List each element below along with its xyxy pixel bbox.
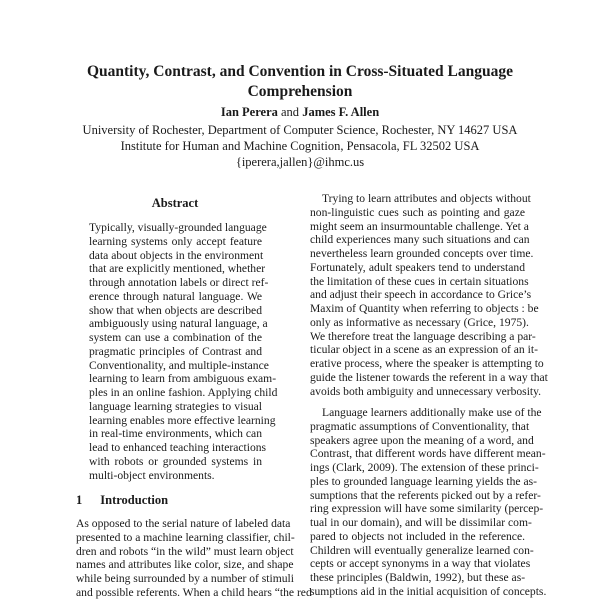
author: Ian Perera bbox=[220, 105, 278, 119]
text-line: show that when objects are described bbox=[89, 303, 262, 317]
affiliation: University of Rochester, Department of Computer Science, Rochester, NY 14627 USA bbox=[82, 123, 518, 137]
text-line: only as informative as necessary (Grice, 1975). bbox=[310, 315, 529, 329]
text-line: lead to enhanced teaching interactions bbox=[89, 441, 267, 454]
text-line: multi-object environments. bbox=[89, 468, 215, 482]
text-line: Contrast, that different words have different mean- bbox=[310, 447, 546, 461]
text-line: As opposed to the serial nature of labeled data bbox=[76, 517, 291, 530]
abstract-heading: Abstract bbox=[151, 196, 199, 210]
affiliation: Institute for Human and Machine Cognition, Pensacola, FL 32502 USA bbox=[120, 139, 480, 153]
text-line: erence through natural language. We bbox=[89, 289, 262, 303]
text-line: in real-time environments, which can bbox=[89, 427, 262, 441]
authors bbox=[0, 105, 600, 120]
text-line: Maxim of Quantity when referring to objects : be bbox=[310, 302, 539, 315]
author-conjunction: and bbox=[281, 105, 300, 119]
section-title: Introduction bbox=[100, 493, 169, 507]
intro-body bbox=[76, 517, 312, 600]
text-line: Fortunately, adult speakers tend to understand bbox=[310, 260, 525, 274]
text-line: while being surrounded by a number of stimuli bbox=[76, 572, 294, 585]
text-line: child experiences many such situations and can bbox=[310, 233, 530, 247]
text-line: dren and robots “in the wild” must learn object bbox=[76, 544, 294, 558]
text-line: ings (Clark, 2009). The extension of these princi- bbox=[310, 461, 539, 474]
author-emails: {iperera,jallen}@ihmc.us bbox=[235, 155, 365, 169]
text-line: and adjust their speech in accordance to Grice’s bbox=[310, 288, 532, 302]
text-line: and possible referents. When a child hears “the red bbox=[76, 585, 312, 599]
text-line: sumptions aid in the initial acquisition of concepts. bbox=[310, 584, 547, 598]
text-line: Children will eventually generalize learned con- bbox=[310, 543, 534, 557]
text-line: pragmatic principles of Contrast and bbox=[89, 344, 262, 358]
text-line: pared to objects not included in the reference. bbox=[310, 529, 525, 543]
text-line: Trying to learn attributes and objects without bbox=[322, 192, 531, 205]
text-line: ples to grounded language learning yields the as- bbox=[310, 474, 537, 488]
text-line: Typically, visually-grounded language bbox=[89, 221, 267, 234]
title-line: Quantity, Contrast, and Convention in Cross-Situated Language bbox=[86, 63, 514, 80]
text-line: non-linguistic cues such as pointing and gaze bbox=[310, 205, 525, 219]
text-line: erative process, where the speaker is attempting to bbox=[310, 357, 544, 370]
text-line: names and attributes like color, size, and shape bbox=[76, 558, 294, 572]
paper-title bbox=[0, 62, 600, 102]
text-line: ticular object in a scene as an expression of an it- bbox=[310, 343, 538, 357]
text-line: with robots or grounded systems in bbox=[89, 454, 262, 468]
text-line: speakers agree upon the meaning of a word, and bbox=[310, 433, 534, 447]
text-line: ring expression will have some similarity (percep- bbox=[310, 502, 544, 516]
text-line: through annotation labels or direct ref- bbox=[89, 276, 269, 289]
text-line: learning systems only accept feature bbox=[89, 234, 262, 248]
text-line: Language learners additionally make use of the bbox=[322, 406, 542, 419]
section-heading bbox=[76, 493, 168, 508]
text-line: We therefore treat the language describing a par- bbox=[310, 329, 536, 343]
text-line: pragmatic assumptions of Conventionality, that bbox=[310, 419, 530, 433]
text-line: nevertheless learn grounded concepts over time. bbox=[310, 247, 534, 260]
text-line: tual in our domain), and will be dissimilar com- bbox=[310, 516, 532, 529]
text-line: ambiguously using natural language, a bbox=[89, 317, 268, 331]
text-line: the limitation of these cues in certain situations bbox=[310, 274, 529, 288]
text-line: these principles (Baldwin, 1992), but these as- bbox=[310, 571, 526, 584]
text-line: that are explicitly mentioned, whether bbox=[89, 262, 266, 276]
right-paragraph-2 bbox=[310, 406, 547, 599]
text-line: Conventionality, and multiple-instance bbox=[89, 358, 269, 372]
right-paragraph-1 bbox=[310, 192, 548, 398]
text-line: avoids both ambiguity and unnecessary verbosity. bbox=[310, 384, 542, 398]
title-line: Comprehension bbox=[247, 83, 353, 100]
text-line: system can use a combination of the bbox=[89, 331, 262, 344]
section-number: 1 bbox=[76, 493, 83, 507]
text-line: ples in an online fashion. Applying child bbox=[89, 386, 278, 399]
abstract-body bbox=[89, 221, 278, 482]
text-line: presented to a machine learning classifier, chil- bbox=[76, 530, 295, 544]
author: James F. Allen bbox=[302, 105, 380, 119]
text-line: guide the listener towards the referent in a way that bbox=[310, 370, 548, 384]
text-line: might seem an insurmountable challenge. Yet a bbox=[310, 219, 529, 233]
text-line: cepts or accept synonyms in a way that violates bbox=[310, 557, 531, 571]
text-line: learning enables more effective learning bbox=[89, 413, 276, 427]
text-line: language learning strategies to visual bbox=[89, 399, 262, 413]
text-line: learning to learn from ambiguous exam- bbox=[89, 372, 277, 386]
text-line: sumptions that the referents picked out by a refer- bbox=[310, 488, 541, 502]
text-line: data about objects in the environment bbox=[89, 248, 264, 262]
